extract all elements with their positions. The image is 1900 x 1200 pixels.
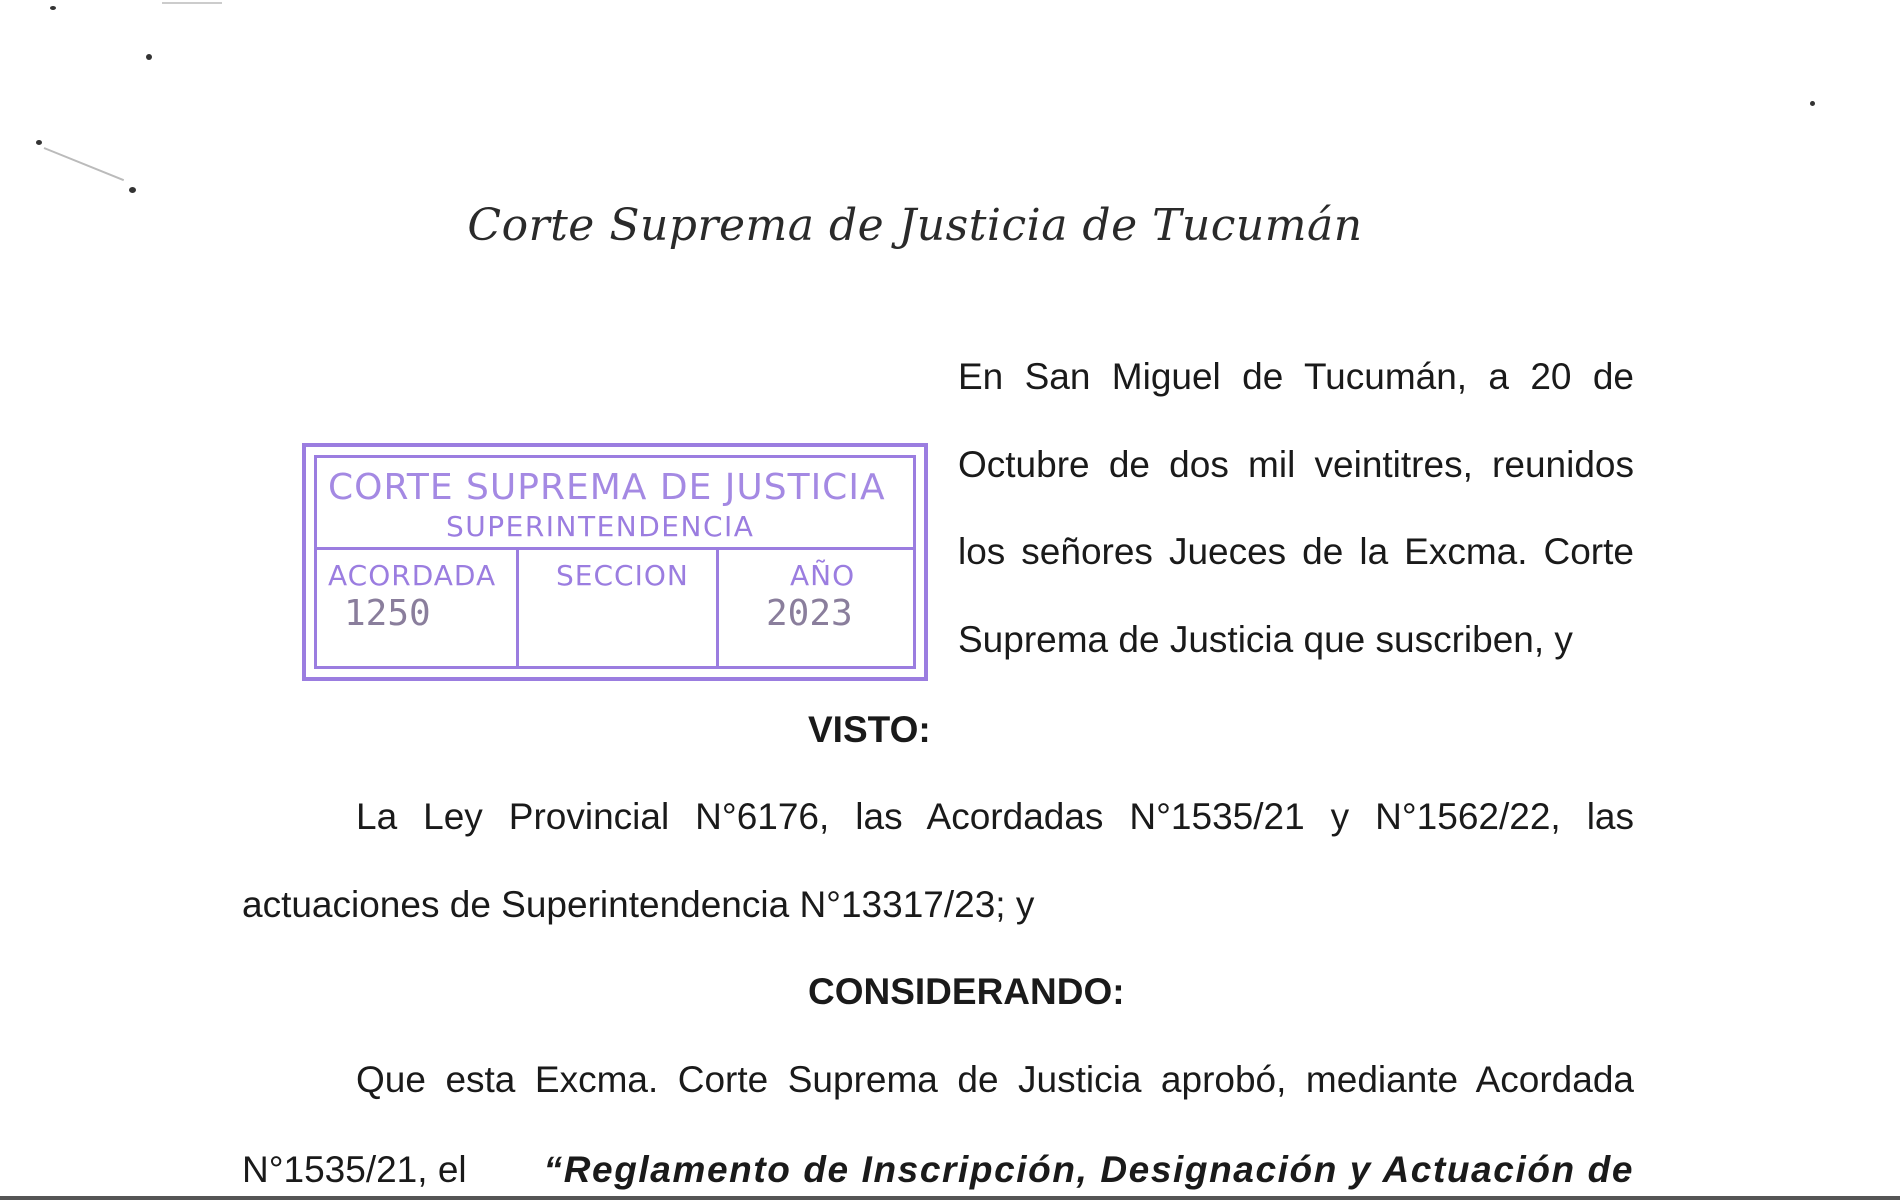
visto-heading: VISTO: [808, 709, 931, 750]
scan-streak [44, 147, 124, 181]
stamp-column-divider [716, 547, 719, 667]
intro-line: En San Miguel de Tucumán, a 20 de [958, 356, 1634, 397]
page-bottom-edge [0, 1196, 1900, 1200]
visto-line: actuaciones de Superintendencia N°13317/23; y [242, 884, 1035, 925]
scan-speck [36, 140, 42, 145]
stamp-column-divider [516, 547, 519, 667]
regulation-title: “Reglamento de Inscripción, Designación y Actuación de [543, 1149, 1634, 1190]
stamp-department: SUPERINTENDENCIA [446, 510, 755, 543]
considerando-line-prefix: N°1535/21, el [242, 1149, 467, 1190]
stamp-divider [316, 547, 914, 550]
intro-line: Octubre de dos mil veintitres, reunidos [958, 444, 1634, 485]
scan-speck [129, 187, 136, 193]
considerando-line [242, 1148, 1634, 1192]
stamp-acordada-label: ACORDADA [328, 559, 497, 592]
considerando-heading: CONSIDERANDO: [808, 971, 1125, 1012]
official-stamp [302, 443, 928, 681]
scan-speck [1810, 101, 1815, 106]
stamp-year-label: AÑO [790, 559, 856, 592]
scan-streak [162, 2, 222, 4]
stamp-court-name: CORTE SUPREMA DE JUSTICIA [328, 467, 886, 508]
intro-line: Suprema de Justicia que suscriben, y [958, 619, 1573, 660]
letterhead-title: Corte Suprema de Justicia de Tucumán [467, 200, 1363, 251]
intro-line: los señores Jueces de la Excma. Corte [958, 531, 1634, 572]
stamp-year-number: 2023 [766, 593, 853, 634]
visto-line: La Ley Provincial N°6176, las Acordadas N°1535/21 y N°1562/22, las [356, 796, 1634, 837]
stamp-acordada-number: 1250 [344, 593, 431, 634]
scan-speck [146, 54, 152, 60]
considerando-line: Que esta Excma. Corte Suprema de Justicia aprobó, mediante Acordada [356, 1059, 1634, 1100]
stamp-seccion-label: SECCION [556, 559, 689, 592]
scan-speck [50, 6, 56, 10]
